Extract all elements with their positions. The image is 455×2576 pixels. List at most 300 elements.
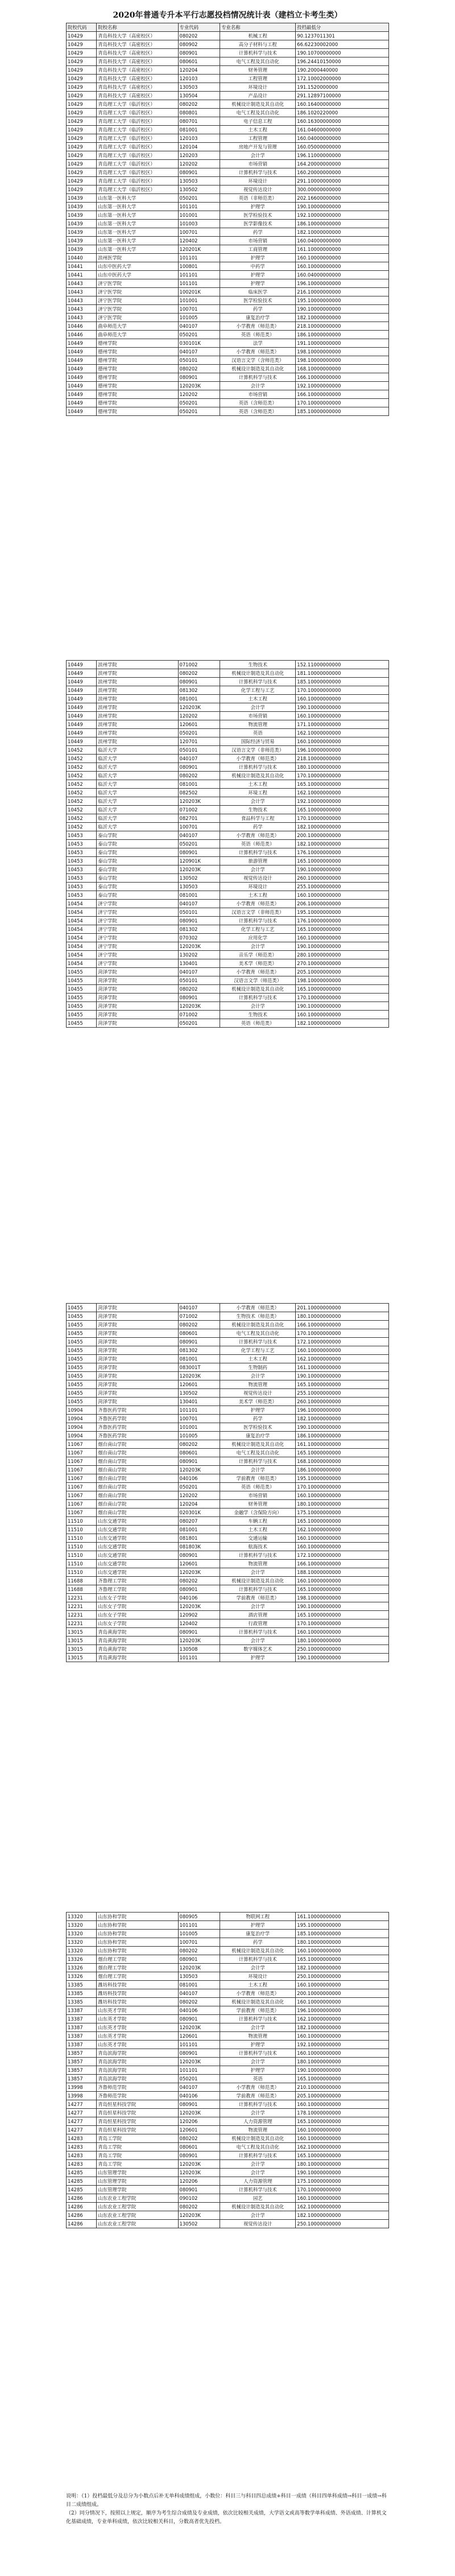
school-name: 菏泽学院 xyxy=(97,1011,178,1019)
school-code: 11067 xyxy=(67,1440,97,1449)
school-name: 烟台南山学院 xyxy=(97,1500,178,1508)
school-code: 10449 xyxy=(67,365,97,373)
major-name: 物联网工程 xyxy=(220,1913,296,1921)
school-name: 潍坊科技学院 xyxy=(97,1998,178,2006)
school-name: 曲阜师范大学 xyxy=(97,322,178,331)
school-code: 13320 xyxy=(67,1921,97,1930)
min-score: 192.10000000000 xyxy=(296,2041,389,2049)
table-row xyxy=(67,134,389,143)
table-row xyxy=(67,1440,389,1449)
major-name: 电气工程及其自动化 xyxy=(220,57,296,66)
school-name: 齐鲁医药学院 xyxy=(97,1415,178,1423)
major-name: 化学工程与工艺 xyxy=(220,686,296,695)
table-row xyxy=(67,1338,389,1346)
school-code: 10904 xyxy=(67,1432,97,1440)
school-code: 14277 xyxy=(67,2109,97,2117)
major-name: 护理学 xyxy=(220,279,296,288)
major-code: 081302 xyxy=(178,686,220,695)
table-row xyxy=(67,1415,389,1423)
major-name: 市场营销 xyxy=(220,160,296,168)
school-name: 德州学院 xyxy=(97,399,178,407)
table-row xyxy=(67,1654,389,1662)
school-name: 菏泽学院 xyxy=(97,1380,178,1389)
table-row xyxy=(67,900,389,908)
major-name: 土木工程 xyxy=(220,1355,296,1363)
major-code: 071002 xyxy=(178,806,220,814)
school-name: 青岛滨海学院 xyxy=(97,2066,178,2075)
table-row xyxy=(67,2015,389,2023)
table-row xyxy=(67,49,389,57)
school-code: 12231 xyxy=(67,1611,97,1619)
major-name: 汉语言文学（非师范类） xyxy=(220,746,296,755)
min-score: 190.10000000000 xyxy=(296,2169,389,2177)
school-code: 14277 xyxy=(67,2126,97,2134)
min-score: 198.10000000000 xyxy=(296,1594,389,1602)
table-row xyxy=(67,1321,389,1329)
min-score: 66.62230002000 xyxy=(296,40,389,49)
table-row xyxy=(67,1466,389,1474)
major-name: 计算机科学与技术 xyxy=(220,1628,296,1637)
major-code: 120601 xyxy=(178,720,220,729)
major-name: 小学教育（师范类） xyxy=(220,755,296,763)
admission-table xyxy=(66,1303,389,1662)
min-score: 186.10000000000 xyxy=(296,1432,389,1440)
school-name: 青岛理工大学（临沂校区） xyxy=(97,126,178,134)
school-code: 10449 xyxy=(67,339,97,348)
major-code: 080901 xyxy=(178,1457,220,1466)
school-code: 10443 xyxy=(67,279,97,288)
major-code: 120204 xyxy=(178,66,220,75)
major-code: 120203K xyxy=(178,2160,220,2169)
school-name: 青岛理工大学（临沂校区） xyxy=(97,177,178,186)
school-code: 14286 xyxy=(67,2203,97,2211)
major-name: 药学 xyxy=(220,1938,296,1947)
school-name: 山东协和学院 xyxy=(97,1930,178,1938)
major-name: 电气工程及其自动化 xyxy=(220,109,296,117)
major-name: 小学教育（师范类） xyxy=(220,1304,296,1312)
min-score: 166.10000000000 xyxy=(296,390,389,399)
school-name: 青岛理工大学（临沂校区） xyxy=(97,117,178,126)
min-score: 255.10000000000 xyxy=(296,1389,389,1398)
major-name: 机械设计制造及其自动化 xyxy=(220,2203,296,2211)
school-code: 10455 xyxy=(67,1019,97,1028)
school-name: 泰山学院 xyxy=(97,857,178,865)
major-name: 高分子材料与工程 xyxy=(220,40,296,49)
major-name: 计算机科学与技术 xyxy=(220,1955,296,1964)
min-score: 195.10000000000 xyxy=(296,296,389,305)
school-code: 10454 xyxy=(67,951,97,959)
table-row xyxy=(67,1585,389,1594)
school-code: 10439 xyxy=(67,220,97,228)
school-code: 13015 xyxy=(67,1637,97,1645)
major-code: 040107 xyxy=(178,348,220,356)
table-row xyxy=(67,1002,389,1011)
major-code: 080901 xyxy=(178,373,220,382)
school-name: 德州学院 xyxy=(97,407,178,416)
major-name: 旅游管理 xyxy=(220,857,296,865)
major-name: 计算机科学与技术 xyxy=(220,678,296,686)
major-name: 机械设计制造及其自动化 xyxy=(220,2134,296,2143)
school-name: 山东女子学院 xyxy=(97,1619,178,1628)
table-row xyxy=(67,814,389,823)
min-score: 185.10000000000 xyxy=(296,1930,389,1938)
school-code: 14283 xyxy=(67,2143,97,2152)
major-name: 计算机科学与技术 xyxy=(220,2015,296,2023)
min-score: 170.10000000000 xyxy=(296,686,389,695)
school-name: 青岛黄海学院 xyxy=(97,1628,178,1637)
major-code: 101001 xyxy=(178,296,220,305)
table-row xyxy=(67,968,389,976)
major-name: 小学教育（师范类） xyxy=(220,322,296,331)
school-code: 10449 xyxy=(67,373,97,382)
major-code: 101101 xyxy=(178,279,220,288)
table-row xyxy=(67,254,389,262)
major-code: 120701 xyxy=(178,737,220,746)
school-code: 10449 xyxy=(67,712,97,720)
major-name: 计算机科学与技术 xyxy=(220,373,296,382)
table-row xyxy=(67,245,389,254)
table-row xyxy=(67,1380,389,1389)
school-code: 11067 xyxy=(67,1500,97,1508)
table-row xyxy=(67,959,389,968)
table-row xyxy=(67,1981,389,1989)
major-name: 国际经济与贸易 xyxy=(220,737,296,746)
table-row xyxy=(67,83,389,92)
major-code: 101101 xyxy=(178,254,220,262)
school-code: 10449 xyxy=(67,686,97,695)
min-score: 170.10000000000 xyxy=(296,994,389,1002)
school-name: 青岛科技大学（高密校区） xyxy=(97,66,178,75)
school-name: 烟台南山学院 xyxy=(97,1474,178,1483)
school-name: 曲阜师范大学 xyxy=(97,331,178,339)
min-score: 165.10000000000 xyxy=(296,1517,389,1526)
table-row xyxy=(67,1346,389,1355)
major-code: 050201 xyxy=(178,1483,220,1491)
min-score: 152.11000000000 xyxy=(296,661,389,669)
min-score: 196.24410150000 xyxy=(296,57,389,66)
major-code: 130401 xyxy=(178,1398,220,1406)
major-name: 会计学 xyxy=(220,1637,296,1645)
table-row xyxy=(67,390,389,399)
min-score: 160.10000000000 xyxy=(296,2126,389,2134)
major-code: 080901 xyxy=(178,678,220,686)
major-code: 130504 xyxy=(178,92,220,100)
major-code: 130401 xyxy=(178,959,220,968)
major-code: 101101 xyxy=(178,1654,220,1662)
major-code: 120203K xyxy=(178,1964,220,1972)
major-code: 040107 xyxy=(178,831,220,840)
major-name: 生物技术 xyxy=(220,661,296,669)
school-name: 临沂大学 xyxy=(97,814,178,823)
major-name: 车辆工程 xyxy=(220,1517,296,1526)
school-name: 山东中医药大学 xyxy=(97,262,178,271)
min-score: 291.12897100000 xyxy=(296,92,389,100)
school-code: 13857 xyxy=(67,2075,97,2083)
major-name: 会计学 xyxy=(220,151,296,160)
min-score: 160.10000000000 xyxy=(296,1011,389,1019)
table-row xyxy=(67,789,389,797)
min-score: 170.10000000000 xyxy=(296,399,389,407)
min-score: 170.10000000000 xyxy=(296,772,389,780)
major-code: 080901 xyxy=(178,2015,220,2023)
major-name: 物流管理 xyxy=(220,720,296,729)
major-name: 学前教育（师范类） xyxy=(220,2092,296,2100)
school-name: 山东交通学院 xyxy=(97,1526,178,1534)
school-code: 10452 xyxy=(67,814,97,823)
table-row xyxy=(67,1372,389,1380)
min-score: 170.10000000000 xyxy=(296,814,389,823)
major-code: 120203K xyxy=(178,1637,220,1645)
major-name: 航海技术 xyxy=(220,1543,296,1551)
school-name: 德州学院 xyxy=(97,339,178,348)
school-name: 齐鲁理工学院 xyxy=(97,1585,178,1594)
table-row xyxy=(67,2152,389,2160)
major-code: 050201 xyxy=(178,399,220,407)
school-code: 10449 xyxy=(67,720,97,729)
school-name: 山东第一医科大学 xyxy=(97,237,178,245)
table-row xyxy=(67,2194,389,2203)
major-name: 康复治疗学 xyxy=(220,1930,296,1938)
min-score: 270.10000000000 xyxy=(296,959,389,968)
school-code: 10455 xyxy=(67,1002,97,1011)
min-score: 160.16400000000 xyxy=(296,100,389,109)
column-header: 投档最低分 xyxy=(296,23,389,32)
column-header: 专业名称 xyxy=(220,23,296,32)
major-code: 083001T xyxy=(178,1363,220,1372)
school-name: 山东英才学院 xyxy=(97,2041,178,2049)
major-code: 120601 xyxy=(178,1560,220,1568)
major-code: 100701 xyxy=(178,1415,220,1423)
major-code: 081001 xyxy=(178,891,220,900)
school-code: 11510 xyxy=(67,1543,97,1551)
school-code: 13857 xyxy=(67,2066,97,2075)
major-name: 会计学 xyxy=(220,797,296,806)
school-name: 山东交通学院 xyxy=(97,1560,178,1568)
major-name: 电气工程及其自动化 xyxy=(220,2143,296,2152)
min-score: 166.10000000000 xyxy=(296,1321,389,1329)
min-score: 160.04000000000 xyxy=(296,271,389,279)
min-score: 185.10000000000 xyxy=(296,678,389,686)
min-score: 172.10002000000 xyxy=(296,75,389,83)
table-row xyxy=(67,686,389,695)
major-code: 101001 xyxy=(178,1423,220,1432)
major-name: 会计学 xyxy=(220,2023,296,2032)
major-code: 120402 xyxy=(178,237,220,245)
min-score: 216.10000000000 xyxy=(296,288,389,296)
school-code: 10429 xyxy=(67,40,97,49)
major-code: 120201K xyxy=(178,245,220,254)
major-code: 080202 xyxy=(178,1947,220,1955)
major-code: 120203K xyxy=(178,1568,220,1577)
table-row xyxy=(67,1602,389,1611)
major-name: 化学工程与工艺 xyxy=(220,1346,296,1355)
school-name: 山东交通学院 xyxy=(97,1517,178,1526)
table-row xyxy=(67,1611,389,1619)
school-code: 12231 xyxy=(67,1594,97,1602)
major-name: 小学教育（师范类） xyxy=(220,1989,296,1998)
major-name: 计算机科学与技术 xyxy=(220,2152,296,2160)
min-score: 260.10000000000 xyxy=(296,1398,389,1406)
min-score: 196.10000000000 xyxy=(296,279,389,288)
table-row xyxy=(67,669,389,678)
major-code: 130503 xyxy=(178,883,220,891)
school-name: 滨州学院 xyxy=(97,686,178,695)
major-name: 护理学 xyxy=(220,2066,296,2075)
school-name: 济宁学院 xyxy=(97,900,178,908)
major-code: 120203K xyxy=(178,382,220,390)
school-name: 山东第一医科大学 xyxy=(97,220,178,228)
major-code: 101005 xyxy=(178,1930,220,1938)
table-row xyxy=(67,1432,389,1440)
table-row xyxy=(67,1637,389,1645)
school-code: 10446 xyxy=(67,322,97,331)
major-code: 081001 xyxy=(178,1981,220,1989)
min-score: 160.10000000000 xyxy=(296,2032,389,2041)
table-row xyxy=(67,288,389,296)
school-code: 10455 xyxy=(67,1304,97,1312)
min-score: 175.10000000000 xyxy=(296,1508,389,1517)
table-row xyxy=(67,883,389,891)
table-row xyxy=(67,314,389,322)
table-row xyxy=(67,2134,389,2143)
major-code: 101101 xyxy=(178,271,220,279)
table-row xyxy=(67,1312,389,1321)
table-row xyxy=(67,237,389,245)
school-name: 青岛黄海学院 xyxy=(97,1654,178,1662)
school-code: 10449 xyxy=(67,382,97,390)
major-code: 070302 xyxy=(178,934,220,942)
min-score: 182.10000000000 xyxy=(296,2211,389,2220)
table-row xyxy=(67,271,389,279)
major-code: 120203K xyxy=(178,797,220,806)
school-name: 菏泽学院 xyxy=(97,1321,178,1329)
min-score: 180.10000000000 xyxy=(296,1938,389,1947)
major-code: 081001 xyxy=(178,126,220,134)
school-code: 13998 xyxy=(67,2083,97,2092)
major-name: 会计学 xyxy=(220,1466,296,1474)
major-name: 英语（含师范类） xyxy=(220,407,296,416)
school-name: 济宁学院 xyxy=(97,934,178,942)
major-name: 美术学（师范类） xyxy=(220,959,296,968)
table-row xyxy=(67,2160,389,2169)
major-name: 财务管理 xyxy=(220,66,296,75)
major-code: 071002 xyxy=(178,661,220,669)
major-code: 080901 xyxy=(178,2049,220,2058)
major-name: 会计学 xyxy=(220,2109,296,2117)
table-row xyxy=(67,848,389,857)
major-code: 080901 xyxy=(178,1551,220,1560)
school-name: 烟台南山学院 xyxy=(97,1457,178,1466)
min-score: 170.10000000000 xyxy=(296,2186,389,2194)
min-score: 190.10700000000 xyxy=(296,49,389,57)
table-header-row xyxy=(67,23,389,32)
school-code: 10443 xyxy=(67,296,97,305)
table-row xyxy=(67,1560,389,1568)
school-name: 泰山学院 xyxy=(97,891,178,900)
min-score: 165.10000000000 xyxy=(296,1380,389,1389)
major-name: 环境设计 xyxy=(220,883,296,891)
school-name: 烟台理工学院 xyxy=(97,1964,178,1972)
school-code: 13015 xyxy=(67,1645,97,1654)
major-code: 050201 xyxy=(178,729,220,737)
major-name: 市场营销 xyxy=(220,237,296,245)
note-paragraph: 说明：（1）投档最低分及总分为小数点后补无单科成绩组成，小数位：科目三与科目四总成绩+科目一成绩（科目四单科成绩→科目一成绩→科目二成绩组成。 xyxy=(66,2493,387,2508)
school-code: 10455 xyxy=(67,976,97,985)
school-code: 10452 xyxy=(67,797,97,806)
school-name: 菏泽学院 xyxy=(97,1304,178,1312)
school-code: 10449 xyxy=(67,661,97,669)
major-name: 会计学 xyxy=(220,942,296,951)
major-code: 130508 xyxy=(178,1645,220,1654)
school-code: 13387 xyxy=(67,2041,97,2049)
school-code: 13320 xyxy=(67,1930,97,1938)
min-score: 190.10000000000 xyxy=(296,2066,389,2075)
school-code: 10455 xyxy=(67,1338,97,1346)
major-name: 化学工程与工艺 xyxy=(220,925,296,934)
major-name: 护理学 xyxy=(220,203,296,211)
school-code: 10449 xyxy=(67,356,97,365)
school-name: 青岛理工大学（临沂校区） xyxy=(97,109,178,117)
school-name: 德州学院 xyxy=(97,348,178,356)
major-code: 050201 xyxy=(178,194,220,203)
major-name: 食品科学与工程 xyxy=(220,814,296,823)
school-code: 10449 xyxy=(67,678,97,686)
min-score: 190.10000000000 xyxy=(296,1423,389,1432)
min-score: 165.10000000000 xyxy=(296,985,389,994)
table-row xyxy=(67,331,389,339)
table-row xyxy=(67,2203,389,2211)
min-score: 162.10000000000 xyxy=(296,789,389,797)
school-code: 10453 xyxy=(67,883,97,891)
min-score: 160.10000000000 xyxy=(296,712,389,720)
school-name: 烟台南山学院 xyxy=(97,1508,178,1517)
school-code: 14277 xyxy=(67,2100,97,2109)
table-row xyxy=(67,942,389,951)
school-name: 济宁医学院 xyxy=(97,279,178,288)
major-code: 040106 xyxy=(178,2006,220,2015)
school-code: 10455 xyxy=(67,1363,97,1372)
table-row xyxy=(67,186,389,194)
major-name: 康复治疗学 xyxy=(220,1432,296,1440)
notes xyxy=(66,2492,389,2526)
table-row xyxy=(67,2083,389,2092)
school-name: 山东协和学院 xyxy=(97,1913,178,1921)
school-code: 10439 xyxy=(67,211,97,220)
school-code: 10452 xyxy=(67,780,97,789)
major-name: 护理学 xyxy=(220,1921,296,1930)
major-code: 080901 xyxy=(178,1955,220,1964)
school-code: 10454 xyxy=(67,908,97,917)
school-code: 11510 xyxy=(67,1568,97,1577)
school-name: 齐鲁医药学院 xyxy=(97,1432,178,1440)
major-name: 美术学（师范类） xyxy=(220,1398,296,1406)
school-name: 滨州学院 xyxy=(97,678,178,686)
min-score: 165.10000000000 xyxy=(296,2152,389,2160)
school-code: 14285 xyxy=(67,2186,97,2194)
major-code: 080901 xyxy=(178,1585,220,1594)
major-name: 工程管理 xyxy=(220,75,296,83)
table-row xyxy=(67,1568,389,1577)
school-code: 10452 xyxy=(67,763,97,772)
school-code: 10429 xyxy=(67,186,97,194)
major-name: 环境设计 xyxy=(220,1972,296,1981)
school-name: 济宁学院 xyxy=(97,925,178,934)
major-name: 机械设计制造及其自动化 xyxy=(220,669,296,678)
min-score: 168.10000000000 xyxy=(296,365,389,373)
major-code: 080901 xyxy=(178,2152,220,2160)
school-code: 11067 xyxy=(67,1474,97,1483)
school-code: 10455 xyxy=(67,1389,97,1398)
